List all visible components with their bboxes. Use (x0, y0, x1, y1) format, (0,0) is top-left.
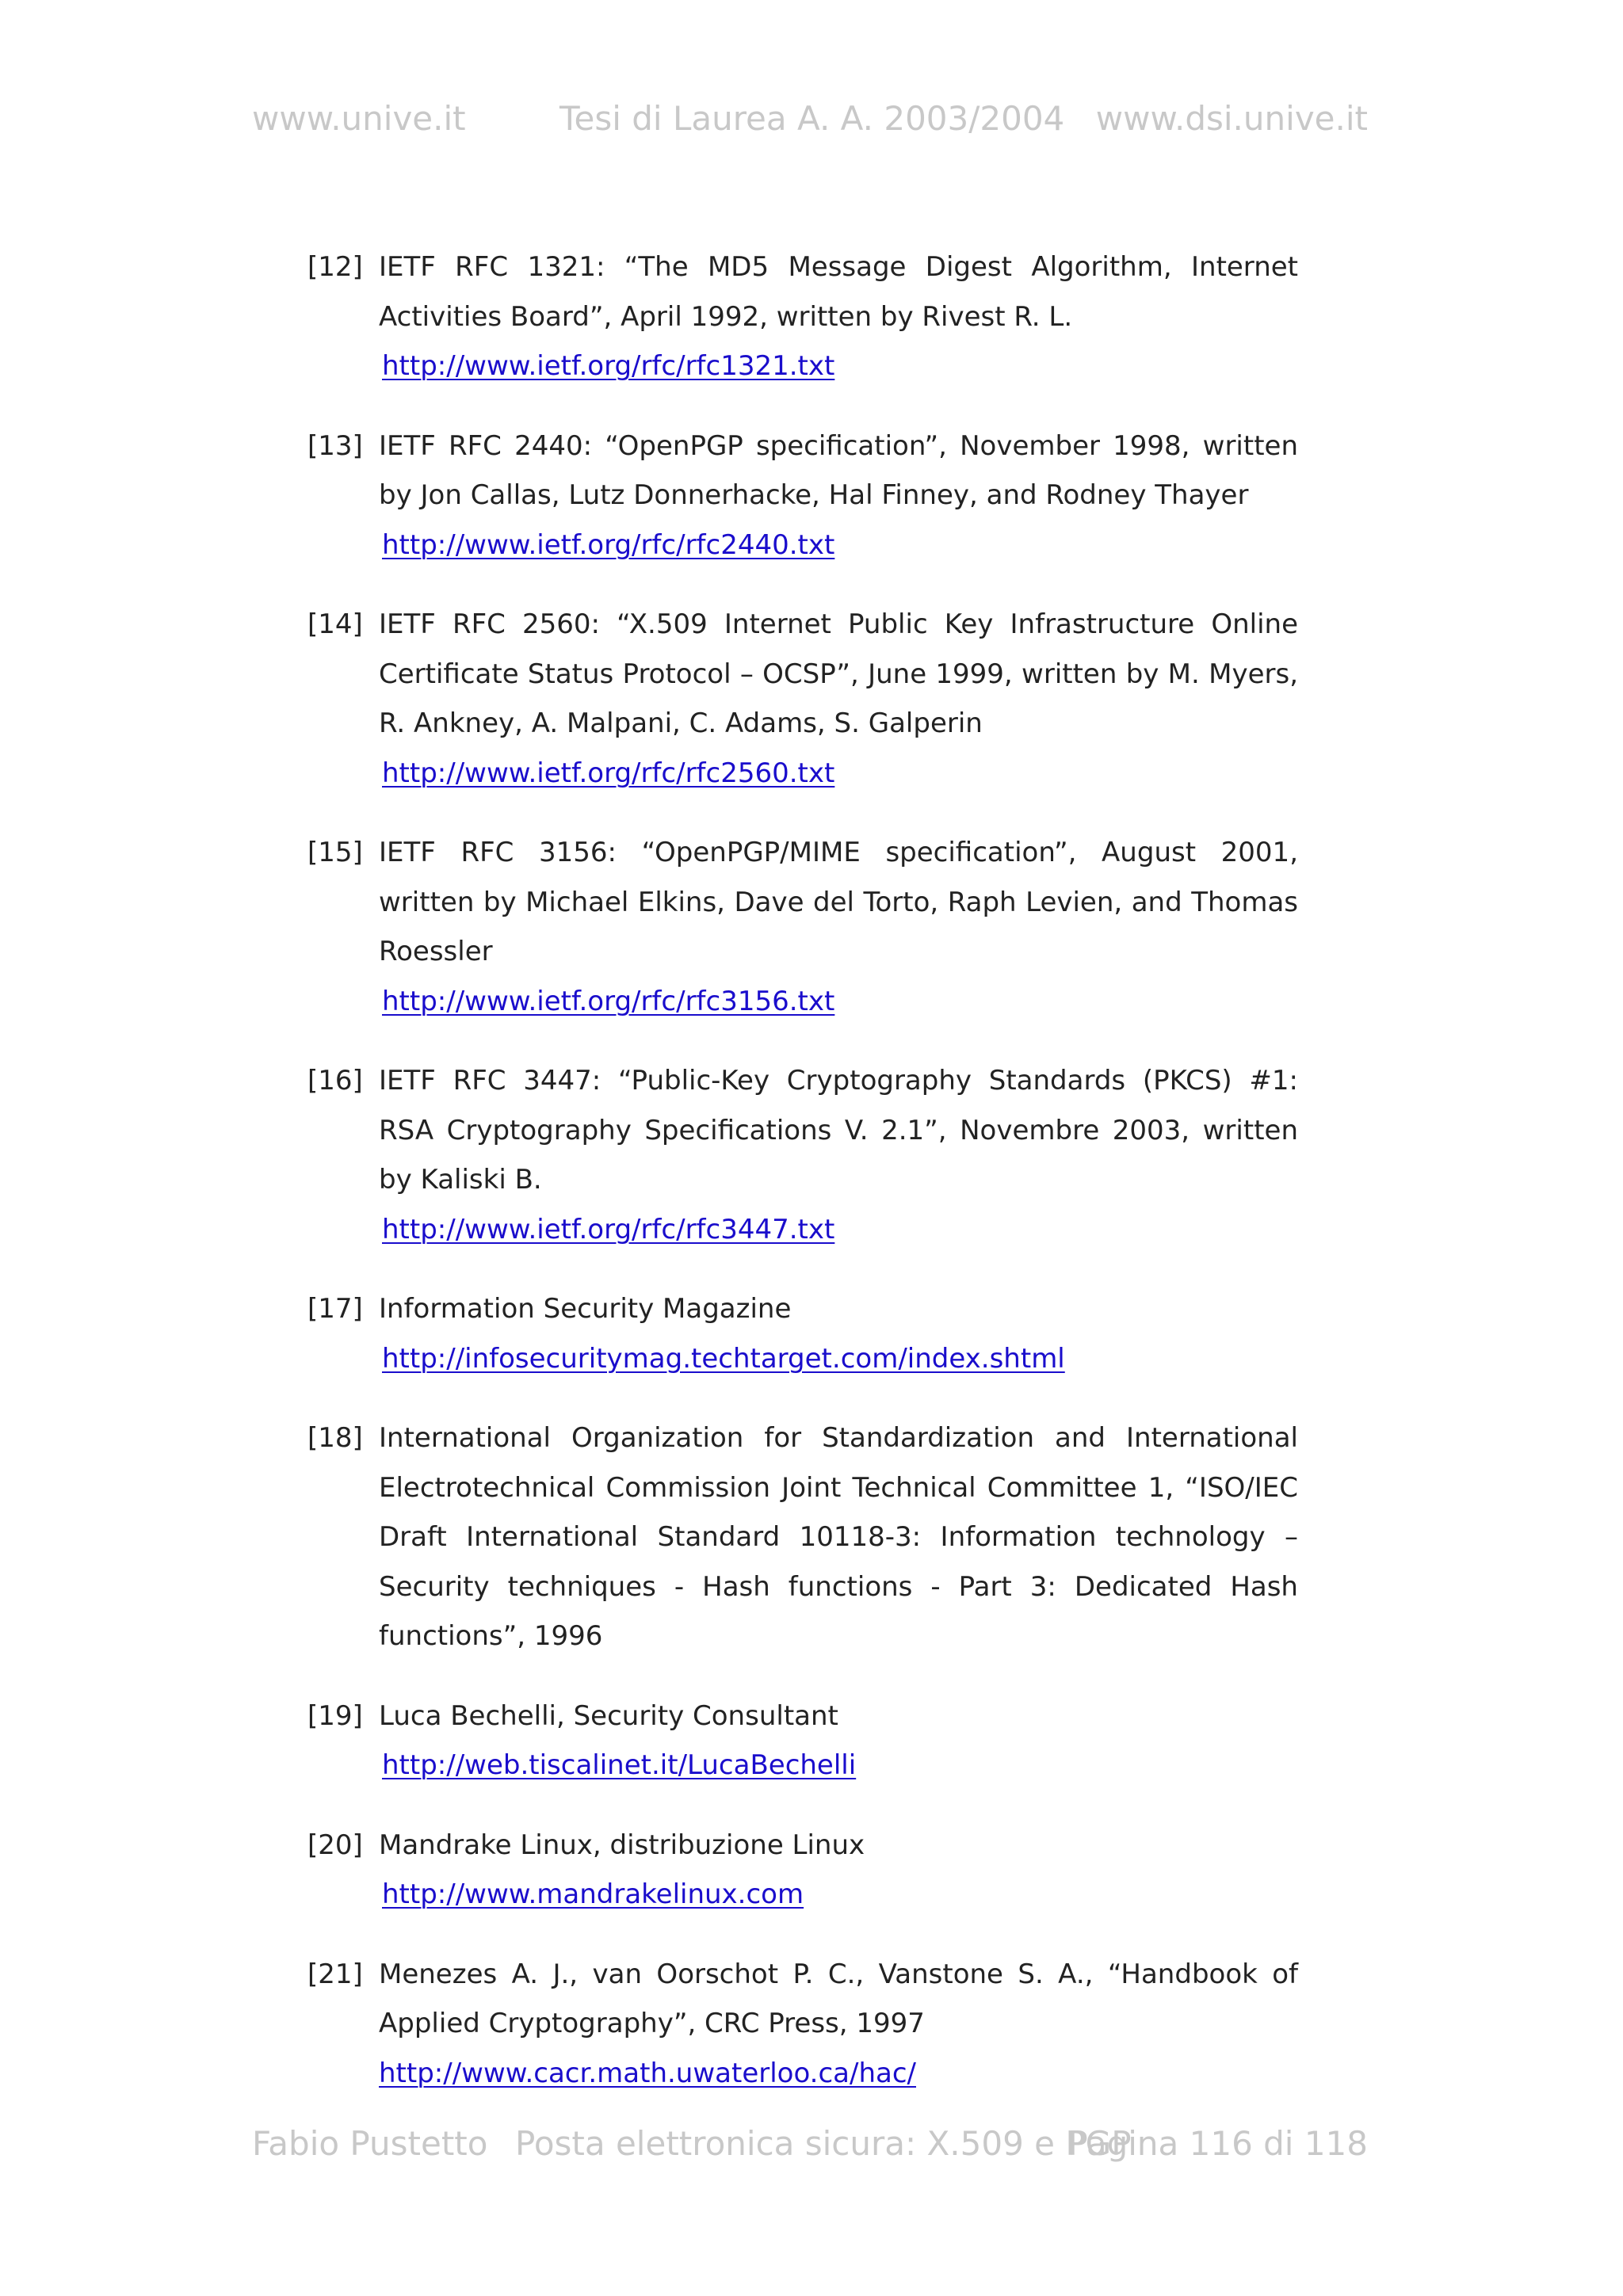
reference-text: IETF RFC 2440: “OpenPGP specification”, November 1998, written by Jon Callas, Lutz Donnerhacke, Hal Finney, and Rodney Thayer (379, 429, 1298, 511)
reference-link[interactable]: http://infosecuritymag.techtarget.com/index.shtml (382, 1342, 1065, 1375)
reference-number: [21] (307, 1958, 363, 1990)
reference-text: IETF RFC 2560: “X.509 Internet Public Key Infrastructure Online Certificate Status Protocol – OCSP”, June 1999, written by M. Myers, R. Ankney, A. Malpani, C. Adams, S. Galperin (379, 608, 1298, 739)
footer-thesis-title: Posta elettronica sicura: X.509 e PGP (515, 2124, 1132, 2163)
reference-text: IETF RFC 3156: “OpenPGP/MIME specification”, August 2001, written by Michael Elkins, Dave del Torto, Raph Levien, and Thomas Roessler (379, 837, 1298, 967)
reference-link[interactable]: http://www.ietf.org/rfc/rfc3447.txt (382, 1213, 835, 1245)
reference-link[interactable]: http://www.ietf.org/rfc/rfc3156.txt (382, 985, 835, 1017)
reference-number: [14] (307, 608, 363, 640)
reference-number: [12] (307, 251, 363, 283)
reference-number: [15] (307, 837, 363, 868)
reference-text: IETF RFC 1321: “The MD5 Message Digest Algorithm, Internet Activities Board”, April 1992, written by Rivest R. L. (379, 251, 1298, 333)
reference-item (307, 1284, 1298, 1383)
reference-item (307, 600, 1298, 798)
reference-text: International Organization for Standardization and International Electrotechnical Commission Joint Technical Committee 1, “ISO/IEC Draft International Standard 10118-3: Information technology – Security techniques - Hash functions - Part 3: Dedicated Hash functions”, 1996 (379, 1422, 1298, 1652)
reference-link[interactable]: http://www.ietf.org/rfc/rfc2560.txt (382, 757, 835, 789)
reference-number: [16] (307, 1065, 363, 1097)
reference-text: IETF RFC 3447: “Public-Key Cryptography Standards (PKCS) #1: RSA Cryptography Specifications V. 2.1”, Novembre 2003, written by Kaliski B. (379, 1065, 1298, 1196)
reference-item (307, 1691, 1298, 1791)
reference-link[interactable]: http://www.ietf.org/rfc/rfc2440.txt (382, 528, 835, 561)
reference-item (307, 1950, 1298, 2099)
footer-author: Fabio Pustetto (252, 2124, 488, 2163)
reference-text: Information Security Magazine (379, 1293, 792, 1325)
reference-number: [20] (307, 1829, 363, 1861)
reference-number: [19] (307, 1699, 363, 1732)
footer-page-number: Pagina 116 di 118 (1067, 2124, 1368, 2163)
reference-item (307, 1413, 1298, 1661)
reference-text: Menezes A. J., van Oorschot P. C., Vanstone S. A., “Handbook of Applied Cryptography”, CRC Press, 1997 (379, 1958, 1298, 2039)
reference-item (307, 421, 1298, 570)
page-header (252, 95, 1368, 143)
reference-item (307, 828, 1298, 1026)
header-right-url: www.dsi.unive.it (1095, 99, 1368, 138)
header-left-url: www.unive.it (252, 99, 466, 138)
reference-number: [17] (307, 1293, 363, 1325)
reference-item (307, 1821, 1298, 1920)
reference-link[interactable]: http://www.mandrakelinux.com (382, 1878, 804, 1910)
header-thesis-title: Tesi di Laurea A. A. 2003/2004 (559, 99, 1065, 138)
reference-item (307, 242, 1298, 391)
page-footer (252, 2120, 1368, 2168)
reference-number: [13] (307, 429, 363, 462)
reference-text: Luca Bechelli, Security Consultant (379, 1699, 838, 1732)
reference-item (307, 1056, 1298, 1254)
reference-number: [18] (307, 1422, 363, 1454)
reference-link[interactable]: http://www.ietf.org/rfc/rfc1321.txt (382, 350, 835, 382)
reference-text: Mandrake Linux, distribuzione Linux (379, 1829, 865, 1861)
reference-link[interactable]: http://www.cacr.math.uwaterloo.ca/hac/ (379, 2057, 916, 2089)
reference-link[interactable]: http://web.tiscalinet.it/LucaBechelli (382, 1749, 857, 1781)
reference-list (307, 242, 1298, 2128)
